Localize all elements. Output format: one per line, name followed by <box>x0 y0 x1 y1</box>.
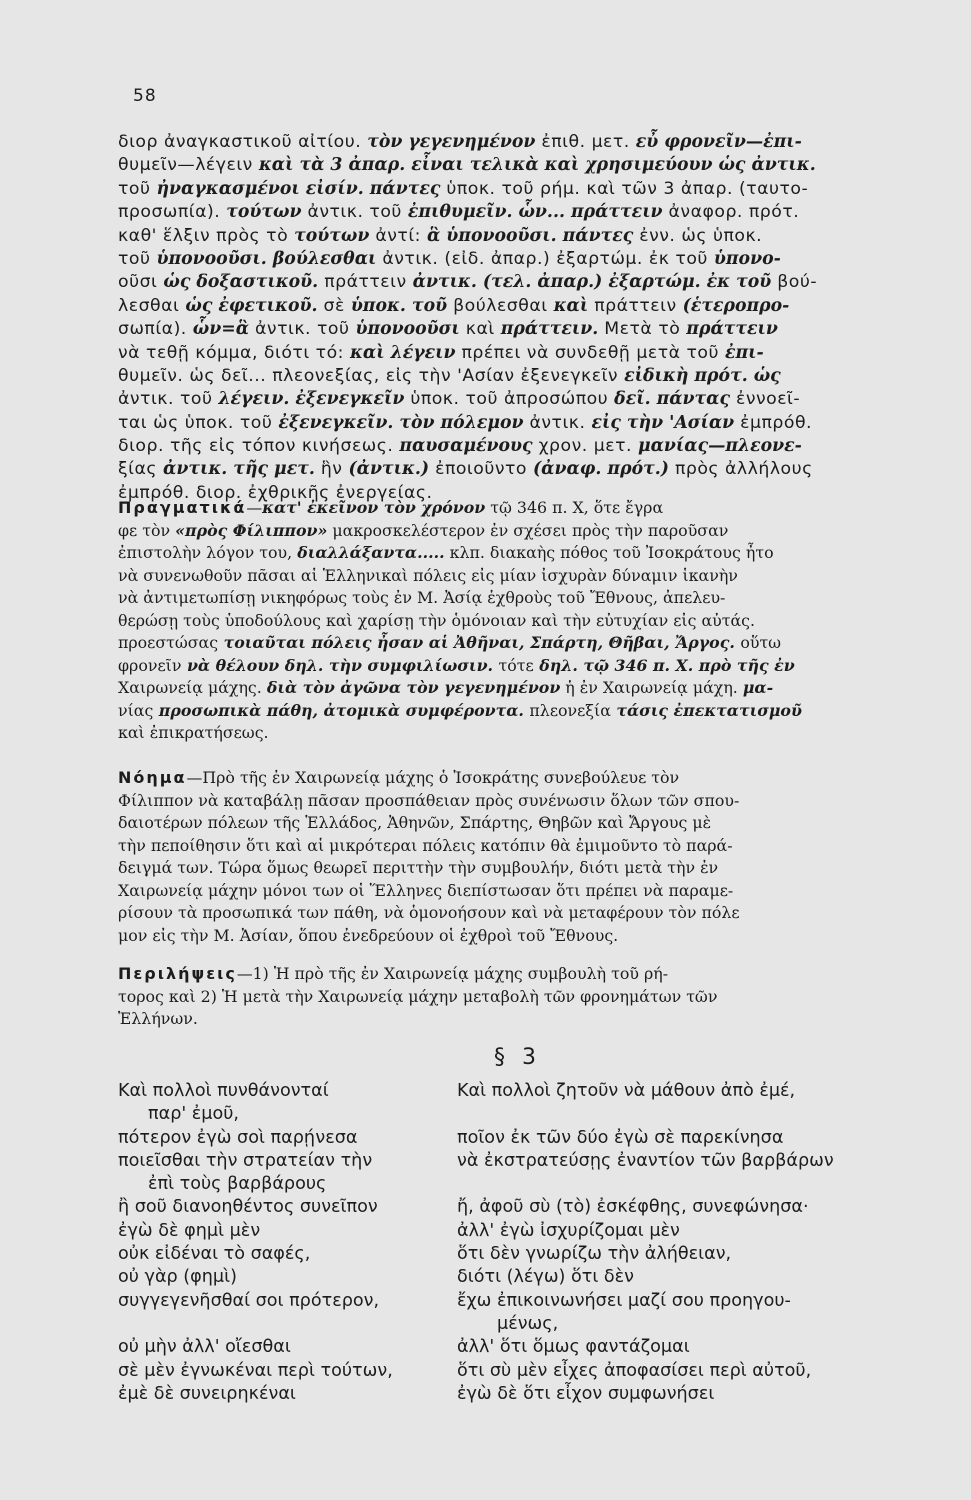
parallel-row <box>118 1243 928 1266</box>
text-run: ἐποιοῦντο <box>435 459 527 480</box>
text-run: σὲ <box>323 295 345 316</box>
parallel-row <box>118 1196 928 1219</box>
term: τάσις ἐπεκτατισμοῦ <box>610 700 802 720</box>
term: μανίας—πλεονε- <box>637 436 802 457</box>
text-run: προεστώσας <box>118 633 219 652</box>
text-run: Μετὰ τὸ <box>598 319 687 340</box>
term: εἰς τὴν 'Ασίαν <box>591 412 735 433</box>
text-run: φε τὸν <box>118 520 176 540</box>
text-line <box>118 342 918 365</box>
ancient-text: οὐκ εἰδέναι τὸ σαφές, <box>118 1244 311 1265</box>
text-run: νὰ συνενωθοῦν πᾶσαι αἱ Ἑλληνικαὶ πόλεις εἰς μίαν ἰσχυρὰν δύναμιν ἱκανὴν <box>118 565 738 585</box>
term: πράττειν <box>686 319 778 340</box>
text-run: φρονεῖν <box>118 655 182 675</box>
text-line <box>118 925 922 948</box>
text-line <box>118 812 922 835</box>
term: ἐπι- <box>724 342 764 363</box>
text-line <box>118 700 922 723</box>
text-line <box>118 412 918 435</box>
term: μα- <box>742 678 774 697</box>
text-run: ὑποκ. τοῦ ρήμ. καὶ τῶν 3 ἀπαρ. (ταυτο- <box>440 178 809 199</box>
text-run: τότε <box>498 655 534 675</box>
ancient-text: σὲ μὲν ἐγνωκέναι περὶ τούτων, <box>118 1360 393 1381</box>
term: ὡς ἐφετικοῦ. <box>179 295 324 316</box>
text-line <box>118 632 922 655</box>
ancient-text: ἐμὲ δὲ συνειρηκέναι <box>118 1383 296 1404</box>
modern-translation: διότι (λέγω) ὅτι δὲν <box>457 1267 635 1288</box>
term: τούτων <box>294 225 370 246</box>
text-run: ξίας <box>118 459 158 480</box>
term: ἐξενεγκεῖν. τὸν πόλεμον <box>278 412 524 433</box>
term: ὡς δοξαστικοῦ. <box>157 272 325 293</box>
parallel-row <box>118 1266 928 1289</box>
text-run: ἀντικ. τοῦ <box>301 202 408 223</box>
text-run: Ἑλλήνων. <box>118 1009 198 1028</box>
parallel-row <box>118 1080 928 1103</box>
text-run: τῷ 346 π. Χ, ὅτε ἔγρα <box>485 498 664 517</box>
parallel-row <box>118 1150 928 1173</box>
term: νὰ θέλουν δηλ. τὴν συμφιλίωσιν. <box>181 655 499 675</box>
ancient-text: ποιεῖσθαι τὴν στρατείαν τὴν <box>118 1150 373 1171</box>
parallel-row <box>118 1220 928 1243</box>
text-run: θυμεῖν. ὡς δεῖ... πλεονεξίας, εἰς τὴν 'Ασίαν ἐξενεγκεῖν <box>118 365 619 386</box>
pragmatika-section <box>118 497 922 745</box>
term: (ἑτεροπρο- <box>676 295 790 316</box>
modern-translation: ἔχω ἐπικοινωνήσει μαζί σου προηγου- <box>457 1290 791 1311</box>
modern-translation: ἐγὼ δὲ ὅτι εἶχον συμφωνήσει <box>457 1383 715 1404</box>
modern-translation: ποῖον ἐκ τῶν δύο ἐγὼ σὲ παρεκίνησα <box>457 1127 784 1148</box>
term: τούτων <box>226 202 302 223</box>
text-run: δαιοτέρων πόλεων τῆς Ἑλλάδος, Ἀθηνῶν, Σπάρτης, Θηβῶν καὶ Ἄργους μὲ <box>118 813 712 832</box>
modern-translation: ἀλλ' ἐγὼ ἰσχυρίζομαι μὲν <box>457 1220 680 1241</box>
text-run: πρὸς ἀλλήλους <box>674 459 813 480</box>
text-line <box>118 565 922 588</box>
ancient-text <box>118 1313 457 1336</box>
grammar-notes <box>118 131 918 505</box>
text-run: καθ' ἕλξιν πρὸς τὸ <box>118 225 295 246</box>
modern-translation: νὰ ἐκστρατεύσῃς ἐναντίον τῶν βαρβάρων <box>457 1150 834 1171</box>
text-line <box>118 388 918 411</box>
text-line <box>118 248 918 271</box>
term: ἃ ὑπονοοῦσι. πάντες <box>426 225 634 246</box>
text-line <box>118 542 922 565</box>
text-run: πρέπει νὰ συνδεθῇ μετὰ τοῦ <box>455 342 725 363</box>
text-run: ται ὡς ὑποκ. τοῦ <box>118 412 279 433</box>
perilipseis-section <box>118 963 922 1031</box>
text-run: Χαιρωνείᾳ μάχην μόνοι των οἱ Ἕλληνες διεπίστωσαν ὅτι πρέπει νὰ παραμε- <box>118 880 734 900</box>
text-run: τὴν πεποίθησιν ὅτι καὶ αἱ μικρότεραι πόλεις κατόπιν θὰ ἐμιμοῦντο τὸ παρά- <box>118 835 733 855</box>
text-run: τορος καὶ 2) Ἡ μετὰ τὴν Χαιρωνείᾳ μάχην μεταβολὴ τῶν φρονημάτων τῶν <box>118 986 718 1006</box>
text-run: ἐμπρόθ. διορ. ἐχθρικῆς ἐνεργείας. <box>118 482 433 503</box>
term: καὶ λέγειν <box>349 342 456 363</box>
text-run: —Πρὸ τῆς ἐν Χαιρωνείᾳ μάχης ὁ Ἰσοκράτης συνεβούλευε τὸν <box>186 768 680 787</box>
page-number: 58 <box>133 86 157 106</box>
text-run: μακροσκελέστερον ἐν σχέσει πρὸς τὴν παροῦσαν <box>327 520 729 540</box>
text-line <box>118 458 918 481</box>
text-run: βού- <box>777 272 818 293</box>
text-run: θυμεῖν—λέγειν <box>118 155 253 176</box>
term: (ἀντικ.) <box>342 459 436 480</box>
text-run: ἐπιστολὴν λόγον του, <box>118 543 298 562</box>
ancient-text: συγγεγενῆσθαί σοι πρότερον, <box>118 1290 380 1311</box>
section-number: § 3 <box>494 1045 541 1070</box>
term: λέγειν. ἐξενεγκεῖν <box>218 389 405 410</box>
text-run: ὑποκ. τοῦ ἀπροσώπου <box>404 389 615 410</box>
text-run: ἀντικ. τοῦ <box>118 389 219 410</box>
term: τὸν γεγενημένον <box>367 132 536 152</box>
term: ὑπονο- <box>713 248 781 269</box>
text-run: πλεονεξία <box>529 700 611 720</box>
text-line <box>118 497 922 520</box>
term: εὖ φρονεῖν—ἐπι- <box>635 132 802 152</box>
term: ἀντικ. τῆς μετ. <box>157 459 321 480</box>
ancient-text: ἢ σοῦ διανοηθέντος συνεῖπον <box>118 1197 378 1218</box>
text-run: ἀντικ. (εἰδ. ἀπαρ.) ἐξαρτώμ. ἐκ τοῦ <box>376 248 714 269</box>
term: δηλ. τῷ 346 π. Χ. πρὸ τῆς ἐν <box>533 655 795 675</box>
term: (ἀναφ. πρότ.) <box>526 459 675 480</box>
text-line <box>118 677 922 700</box>
text-line <box>118 986 922 1009</box>
text-run: ἀντικ. τοῦ <box>249 319 356 340</box>
text-line <box>118 520 922 543</box>
modern-translation: ὅτι σὺ μὲν εἶχες ἀποφασίσει περὶ αὐτοῦ, <box>457 1360 812 1381</box>
section-heading: Νόημα <box>118 768 187 787</box>
text-run: καὶ <box>459 319 501 340</box>
parallel-row <box>118 1127 928 1150</box>
ancient-text: οὐ μὴν ἀλλ' οἴεσθαι <box>118 1337 291 1358</box>
text-run: ἐνν. ὡς ὑποκ. <box>633 225 763 246</box>
modern-translation: ὅτι δὲν γνωρίζω τὴν ἀλήθειαν, <box>457 1244 732 1265</box>
text-line <box>118 1008 922 1031</box>
text-line <box>118 295 918 318</box>
ancient-text: παρ' ἐμοῦ, <box>148 1104 240 1125</box>
ancient-text: ἐπὶ τοὺς βαρβάρους <box>148 1174 327 1195</box>
parallel-row <box>118 1290 928 1313</box>
text-line <box>118 767 922 790</box>
text-line <box>118 790 922 813</box>
text-run: λεσθαι <box>118 295 180 316</box>
term: τοιαῦται πόλεις ἦσαν αἱ Ἀθῆναι, Σπάρτη, Θῆβαι, Ἄργος. <box>218 633 741 652</box>
text-run: ἀντικ. <box>523 412 592 433</box>
term: ὧν=ἃ <box>192 319 250 340</box>
section-heading: Περιλήψεις <box>118 964 237 983</box>
modern-translation: μένως, <box>497 1313 559 1334</box>
text-line <box>118 318 918 341</box>
text-run: διορ. τῆς εἰς τόπον κινήσεως. <box>118 436 400 457</box>
text-line <box>118 902 922 925</box>
parallel-row <box>118 1336 928 1359</box>
text-run: θερώσῃ τοὺς ὑποδούλους καὶ χαρίσῃ τὴν ὁμόνοιαν καὶ τὴν εὐτυχίαν εἰς αὐτάς. <box>118 610 755 630</box>
text-line <box>118 201 918 224</box>
ancient-text: Καὶ πολλοὶ πυνθάνονταί <box>118 1081 329 1101</box>
text-line <box>118 880 922 903</box>
term: καὶ τὰ 3 ἀπαρ. εἶναι τελικὰ καὶ χρησιμεύουν ὡς ἀντικ. <box>252 155 816 176</box>
text-run: Φίλιππον νὰ καταβάλῃ πᾶσαν προσπάθειαν πρὸς συνένωσιν ὅλων τῶν σπου- <box>118 790 740 810</box>
text-line <box>118 365 918 388</box>
text-line <box>118 857 922 880</box>
text-run: οὕτω <box>740 633 782 652</box>
text-run: —1) Ἡ πρὸ τῆς ἐν Χαιρωνείᾳ μάχης συμβουλὴ τοῦ ρή- <box>236 964 669 983</box>
text-run: διορ ἀναγκαστικοῦ αἰτίου. <box>118 132 368 152</box>
text-line <box>118 131 918 154</box>
text-run: πράττειν <box>594 295 677 316</box>
term: καὶ <box>547 295 595 316</box>
text-run: νὰ τεθῇ κόμμα, διότι τό: <box>118 342 350 363</box>
section-heading: Πραγματικά <box>118 498 247 517</box>
text-run: ρίσουν τὰ προσωπικά των πάθη, νὰ ὁμονοήσουν καὶ νὰ μεταφέρουν τὸν πόλε <box>118 903 740 922</box>
text-run: χρον. μετ. <box>532 436 638 457</box>
text-line <box>118 435 918 458</box>
noima-section <box>118 767 922 947</box>
text-run: καὶ ἐπικρατήσεως. <box>118 723 269 742</box>
term: ὑποκ. τοῦ <box>344 295 454 316</box>
term: ἐπιθυμεῖν. ὧν... πράττειν <box>407 202 663 223</box>
text-line <box>118 271 918 294</box>
text-run: νὰ ἀντιμετωπίσῃ νικηφόρως τοὺς ἐν Μ. Ἀσίᾳ ἐχθροὺς τοῦ Ἔθνους, ἀπελευ- <box>118 588 726 607</box>
term: ἀντικ. (τελ. ἀπαρ.) ἐξαρτώμ. ἐκ τοῦ <box>406 272 778 293</box>
ancient-text: πότερον ἐγὼ σοὶ παρῄνεσα <box>118 1127 358 1148</box>
text-run: μον εἰς τὴν Μ. Ἀσίαν, ὅπου ἐνεδρεύουν οἱ ἐχθροὶ τοῦ Ἔθνους. <box>118 925 619 945</box>
text-run: ἐννοεῖ- <box>730 389 801 410</box>
term: προσωπικὰ πάθη, ἀτομικὰ συμφέροντα. <box>153 700 530 720</box>
parallel-row <box>118 1103 928 1126</box>
ancient-text: οὐ γὰρ (φημὶ) <box>118 1267 237 1288</box>
term: ὑπονοοῦσι. βούλεσθαι <box>156 248 377 269</box>
text-line <box>118 610 922 633</box>
text-run: τοῦ <box>118 178 157 199</box>
term: πράττειν. <box>500 319 599 340</box>
term: διαλλάξαντα..... <box>297 543 445 562</box>
term: δεῖ. πάντας <box>614 389 730 410</box>
text-line <box>118 722 922 745</box>
text-line <box>118 587 922 610</box>
parallel-row <box>118 1383 928 1406</box>
text-run: Χαιρωνείᾳ μάχης. <box>118 678 267 697</box>
text-run: — <box>246 498 263 517</box>
text-run: πράττειν <box>324 272 407 293</box>
term: κατ' ἐκεῖνον τὸν χρόνον <box>262 498 486 517</box>
term: διὰ τὸν ἀγῶνα τὸν γεγενημένον <box>266 678 561 697</box>
term: ἠναγκασμένοι εἰσίν. πάντες <box>156 178 441 199</box>
text-run: βούλεσθαι <box>453 295 548 316</box>
modern-translation: ἤ, ἀφοῦ σὺ (τὸ) ἐσκέφθης, συνεφώνησα· <box>457 1197 809 1218</box>
text-run: δειγμά των. Τώρα ὅμως θεωρεῖ περιττὴν τὴν συμβουλήν, διότι μετὰ τὴν ἐν <box>118 858 719 877</box>
term: εἰδικὴ πρότ. ὡς <box>618 365 781 386</box>
text-line <box>118 835 922 858</box>
text-run: σωπία). <box>118 319 193 340</box>
text-line <box>118 225 918 248</box>
term: παυσαμένους <box>399 436 533 457</box>
text-run: προσωπία). <box>118 202 227 223</box>
term: «πρὸς Φίλιππον» <box>175 520 328 540</box>
modern-translation: Καὶ πολλοὶ ζητοῦν νὰ μάθουν ἀπὸ ἐμέ, <box>457 1081 796 1101</box>
text-run: ἐμπρόθ. <box>734 412 813 433</box>
term: ὑπονοοῦσι <box>355 319 460 340</box>
text-run: ἡ ἐν Χαιρωνείᾳ μάχη. <box>560 678 743 697</box>
text-line <box>118 178 918 201</box>
modern-translation: ἀλλ' ὅτι ὅμως φαντάζομαι <box>457 1337 690 1358</box>
text-run: ἐπιθ. μετ. <box>535 132 636 152</box>
parallel-translation <box>118 1080 928 1406</box>
text-line <box>118 963 922 986</box>
text-run: ἀναφορ. πρότ. <box>662 202 800 223</box>
parallel-row <box>118 1360 928 1383</box>
parallel-row <box>118 1313 928 1336</box>
text-run: τοῦ <box>118 248 157 269</box>
text-run: οῦσι <box>118 272 158 293</box>
text-run: νίας <box>118 700 154 720</box>
text-run: ἀντί: <box>369 225 427 246</box>
ancient-text: ἐγὼ δὲ φημὶ μὲν <box>118 1220 261 1241</box>
text-line <box>118 655 922 678</box>
parallel-row <box>118 1173 928 1196</box>
text-run: κλπ. διακαὴς πόθος τοῦ Ἰσοκράτους ἦτο <box>444 543 774 562</box>
text-run: ἣν <box>320 459 343 480</box>
text-line <box>118 154 918 177</box>
